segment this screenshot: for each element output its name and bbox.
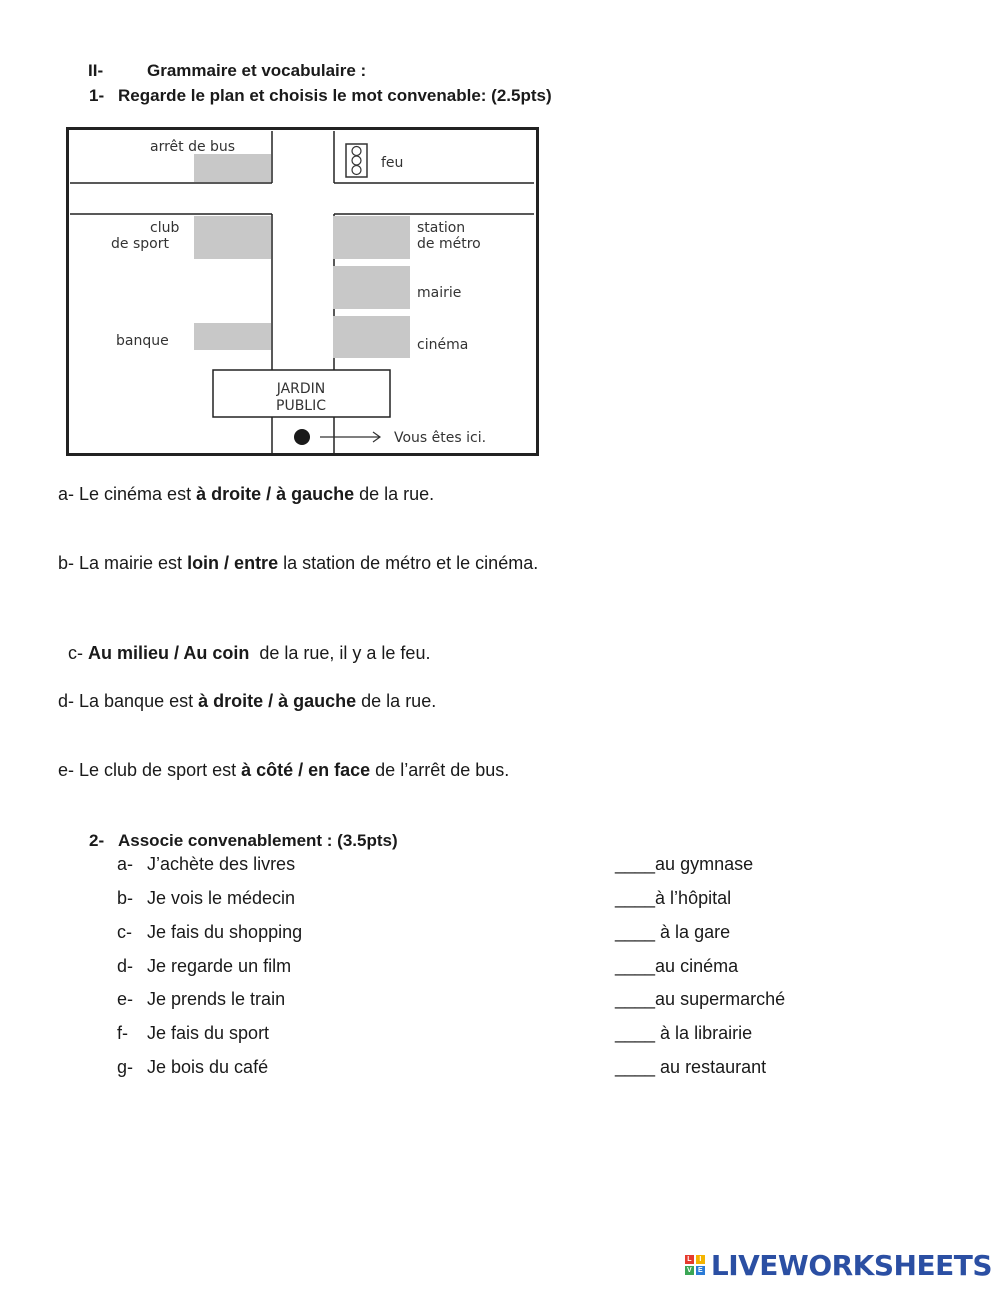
question-d-choice[interactable]: à droite / à gauche xyxy=(198,691,357,711)
logo-block-l: L xyxy=(685,1255,694,1264)
question-b xyxy=(58,553,538,574)
bus-stop-block xyxy=(194,154,271,182)
assoc-phrase: Je regarde un film xyxy=(147,956,292,976)
assoc-letter: b- xyxy=(117,888,134,908)
exercise2-title: Associe convenablement : (3.5pts) xyxy=(118,831,398,850)
exercise1-number: 1- xyxy=(89,86,105,105)
town-hall-block xyxy=(333,266,410,309)
exercise1-title: Regarde le plan et choisis le mot convenable: (2.5pts) xyxy=(118,86,552,105)
liveworksheets-logo xyxy=(685,1247,992,1283)
question-b-choice[interactable]: loin / entre xyxy=(187,553,279,573)
question-c-choice[interactable]: Au milieu / Au coin xyxy=(88,643,250,663)
question-c-suffix: de la rue, il y a le feu. xyxy=(249,643,431,663)
label-sport-club-1: club xyxy=(150,220,180,236)
metro-block xyxy=(333,216,410,259)
question-e-suffix: de l’arrêt de bus. xyxy=(370,760,510,780)
label-metro-2: de métro xyxy=(417,236,481,252)
question-a-choice[interactable]: à droite / à gauche xyxy=(196,484,355,504)
section-title: Grammaire et vocabulaire : xyxy=(147,61,367,80)
assoc-place-blank[interactable]: ____au cinéma xyxy=(615,956,739,976)
cinema-block xyxy=(333,316,410,358)
sport-club-block xyxy=(194,216,271,259)
assoc-place-blank[interactable]: ____à l’hôpital xyxy=(615,888,732,908)
logo-text: LIVEWORKSHEETS xyxy=(710,1248,992,1282)
question-b-prefix: b- La mairie est xyxy=(58,553,188,573)
label-park-1: JARDIN xyxy=(276,381,326,397)
assoc-phrase: Je bois du café xyxy=(147,1057,269,1077)
you-are-here-dot xyxy=(294,429,310,445)
assoc-row xyxy=(117,922,817,946)
label-you-are-here: Vous êtes ici. xyxy=(394,430,487,446)
logo-block-e: E xyxy=(696,1266,705,1275)
assoc-letter: e- xyxy=(117,989,134,1009)
assoc-phrase: Je fais du sport xyxy=(147,1023,270,1043)
assoc-phrase: Je vois le médecin xyxy=(147,888,296,908)
traffic-light-icon xyxy=(346,144,367,177)
logo-block-i: I xyxy=(696,1255,705,1264)
assoc-phrase: J’achète des livres xyxy=(147,854,296,874)
street-map xyxy=(66,127,540,457)
exercise2-number: 2- xyxy=(89,831,105,850)
assoc-place-blank[interactable]: ____au gymnase xyxy=(615,854,754,874)
question-c-prefix: c- xyxy=(68,643,89,663)
label-cinema: cinéma xyxy=(417,337,469,353)
assoc-letter: d- xyxy=(117,956,134,976)
question-e-prefix: e- Le club de sport est xyxy=(58,760,242,780)
question-d xyxy=(58,691,436,712)
logo-block-v: V xyxy=(685,1266,694,1275)
label-sport-club-2: de sport xyxy=(111,236,169,252)
label-bus-stop: arrêt de bus xyxy=(150,139,236,155)
assoc-place-blank[interactable]: ____au supermarché xyxy=(615,989,786,1009)
question-a xyxy=(58,484,434,505)
label-town-hall: mairie xyxy=(417,285,462,301)
question-c xyxy=(58,622,430,664)
label-traffic-light: feu xyxy=(381,155,404,171)
label-metro-1: station xyxy=(417,220,466,236)
assoc-place-blank[interactable]: ____ à la librairie xyxy=(615,1023,753,1043)
assoc-row xyxy=(117,1023,817,1047)
assoc-row xyxy=(117,854,817,878)
question-e xyxy=(58,760,509,781)
logo-blocks-icon xyxy=(685,1255,705,1275)
assoc-place-blank[interactable]: ____ au restaurant xyxy=(615,1057,767,1077)
assoc-letter: a- xyxy=(117,854,134,874)
assoc-letter: f- xyxy=(117,1023,128,1043)
assoc-phrase: Je prends le train xyxy=(147,989,286,1009)
question-a-prefix: a- Le cinéma est xyxy=(58,484,197,504)
assoc-row xyxy=(117,956,817,980)
question-a-suffix: de la rue. xyxy=(354,484,435,504)
assoc-letter: c- xyxy=(117,922,132,942)
bank-block xyxy=(194,323,271,350)
label-bank: banque xyxy=(116,333,169,349)
label-park-2: PUBLIC xyxy=(276,398,326,414)
question-e-choice[interactable]: à côté / en face xyxy=(241,760,371,780)
question-d-suffix: de la rue. xyxy=(356,691,437,711)
assoc-letter: g- xyxy=(117,1057,134,1077)
assoc-row xyxy=(117,1057,817,1081)
section-roman: II- xyxy=(88,61,104,80)
question-b-suffix: la station de métro et le cinéma. xyxy=(278,553,539,573)
assoc-row xyxy=(117,989,817,1013)
question-d-prefix: d- La banque est xyxy=(58,691,199,711)
assoc-row xyxy=(117,888,817,912)
assoc-place-blank[interactable]: ____ à la gare xyxy=(615,922,731,942)
assoc-phrase: Je fais du shopping xyxy=(147,922,303,942)
